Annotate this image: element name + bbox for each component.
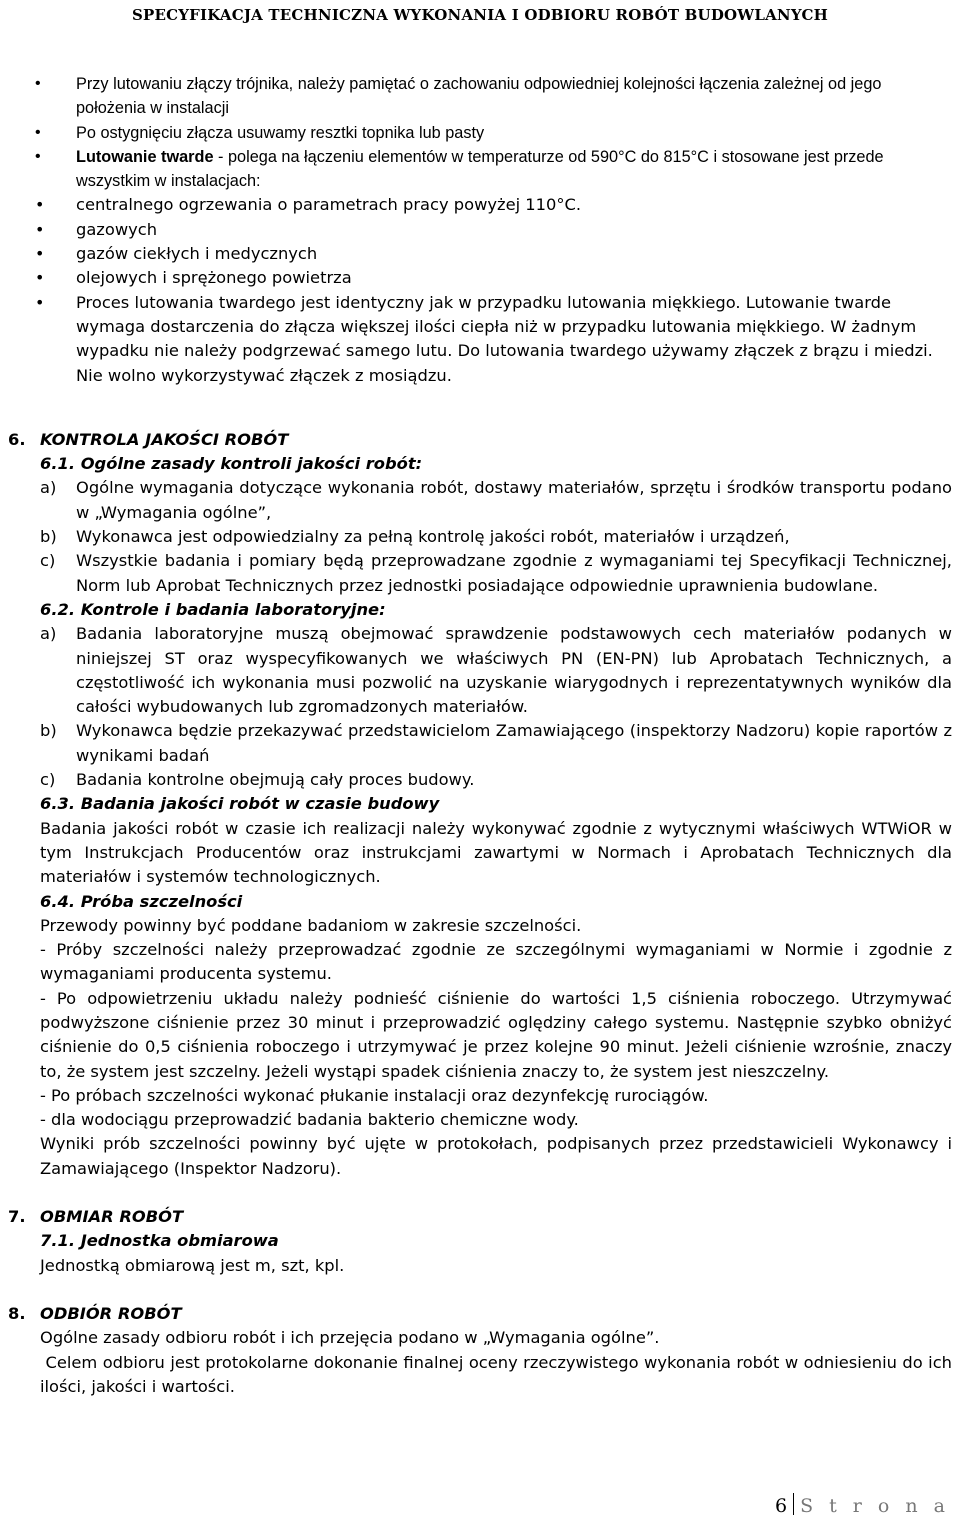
list-item (40, 549, 952, 598)
list-item: • Po ostygnięciu złącza usuwamy resztki topnika lub pasty (40, 121, 952, 145)
item-text: Ogólne wymagania dotyczące wykonania robót, dostawy materiałów, sprzętu i środków transportu podano w „Wymagania ogólne”, (76, 478, 952, 522)
list-item (40, 476, 952, 525)
list-item (40, 145, 952, 194)
list-item: • olejowych i sprężonego powietrza (40, 266, 952, 290)
paragraph: Ogólne zasady odbioru robót i ich przejęcia podano w „Wymagania ogólne”. (40, 1328, 660, 1348)
item-letter: b) (40, 721, 57, 741)
paragraph: Jednostką obmiarową jest m, szt, kpl. (40, 1255, 345, 1275)
subsection-6-2-heading: 6.2. Kontrole i badania laboratoryjne: (40, 599, 386, 619)
list-item (40, 719, 952, 768)
list-item: • Przy lutowaniu złączy trójnika, należy pamiętać o zachowaniu odpowiedniej kolejności łączenia zależnej od jego położenia w instalacji (40, 72, 952, 121)
subsection-6-4-heading: 6.4. Próba szczelności (40, 891, 243, 911)
item-letter: a) (40, 624, 57, 644)
subsection-7-1-heading: 7.1. Jednostka obmiarowa (40, 1231, 279, 1251)
bullet-list (40, 72, 952, 388)
list-item: • gazów ciekłych i medycznych (40, 242, 952, 266)
subsection-6-1-heading: 6.1. Ogólne zasady kontroli jakości robót: (40, 454, 423, 474)
list-item: • gazowych (40, 218, 952, 242)
section-7-heading (8, 1205, 952, 1229)
section-number: 6. (8, 429, 26, 449)
item-letter: a) (40, 478, 57, 498)
item-text: Wykonawca jest odpowiedzialny za pełną kontrolę jakości robót, materiałów i urządzeń, (76, 527, 790, 547)
section-title: OBMIAR ROBÓT (40, 1207, 184, 1227)
paragraph: - Po odpowietrzeniu układu należy podnieść ciśnienie do wartości 1,5 ciśnienia roboczego. Utrzymywać podwyższone ciśnienie przez 30 minut i przeprowadzić oględziny całego systemu. Następnie szybko obniżyć ciśnienie do 0,5 ciśnienia roboczego i utrzymywać je przez kolejne 90 minut. Jeżeli ciśnienie wzrośnie, znaczy to, że system jest szczelny. Jeżeli wystąpi spadek ciśnienia znaczy to, że system jest nieszczelny. (40, 988, 952, 1081)
paragraph: - Po próbach szczelności wykonać płukanie instalacji oraz dezynfekcję rurociągów. (40, 1085, 709, 1105)
page-label: S t r o n a (800, 1495, 950, 1517)
page-footer (775, 1493, 950, 1517)
section-number: 7. (8, 1207, 26, 1227)
paragraph: Badania jakości robót w czasie ich realizacji należy wykonywać zgodnie z wytycznymi właściwych WTWiOR w tym Instrukcjach Producentów oraz instrukcjami zawartymi w Normach i Aprobatach Technicznych dla materiałów i systemów technologicznych. (40, 818, 952, 887)
section-6-heading (8, 428, 952, 452)
item-text: Wykonawca będzie przekazywać przedstawicielom Zamawiającego (inspektorzy Nadzoru) kopie raportów z wynikami badań (76, 721, 952, 765)
item-text: Badania laboratoryjne muszą obejmować sprawdzenie podstawowych cech materiałów podanych w niniejszej ST oraz wyspecyfikowanych we właściwych PN (EN-PN) lub Aprobatach Technicznych, a częstotliwość ich wykonania musi pozwolić na uzyskanie wiarygodnych i reprezentatywnych wyników dla całości wybudowanych lub zgromadzonych materiałów. (76, 624, 952, 717)
section-title: KONTROLA JAKOŚCI ROBÓT (40, 429, 289, 449)
item-text: Wszystkie badania i pomiary będą przeprowadzane zgodnie z wymaganiami tej Specyfikacji Technicznej, Norm lub Aprobat Technicznych przez jednostki posiadające odpowiednie uprawnienia budowlane. (76, 551, 952, 595)
page-number: 6 (774, 1495, 788, 1517)
list-item (40, 768, 952, 792)
bold-term: Lutowanie twarde (76, 147, 214, 166)
list-item (40, 622, 952, 719)
item-text: Badania kontrolne obejmują cały proces budowy. (76, 770, 475, 790)
subsection-6-3-heading: 6.3. Badania jakości robót w czasie budowy (40, 794, 440, 814)
paragraph: - dla wodociągu przeprowadzić badania bakterio chemiczne wody. (40, 1110, 579, 1130)
item-letter: c) (40, 770, 56, 790)
section-8-heading (8, 1302, 952, 1326)
item-letter: c) (40, 551, 56, 571)
footer-divider (793, 1493, 794, 1515)
document-body (8, 72, 958, 1399)
list-item: • centralnego ogrzewania o parametrach pracy powyżej 110°C. (40, 193, 952, 217)
page-header: SPECYFIKACJA TECHNICZNA WYKONANIA I ODBIORU ROBÓT BUDOWLANYCH (131, 6, 829, 24)
list-item (40, 525, 952, 549)
section-title: ODBIÓR ROBÓT (40, 1303, 182, 1323)
section-number: 8. (8, 1303, 26, 1323)
list-item-text: - polega na łączeniu elementów w temperaturze od 590°C do 815°C i stosowane jest przede wszystkim w instalacjach: (76, 147, 884, 191)
list-item: • Proces lutowania twardego jest identyczny jak w przypadku lutowania miękkiego. Lutowanie twarde wymaga dostarczenia do złącza większej ilości ciepła niż w przypadku lutowania miękkiego. W żadnym wypadku nie należy podgrzewać samego lutu. Do lutowania twardego używamy złączek z brązu i miedzi. Nie wolno wykorzystywać złączek z mosiądzu. (40, 291, 952, 388)
paragraph: - Próby szczelności należy przeprowadzać zgodnie ze szczególnymi wymaganiami w Normie i zgodnie z wymaganiami producenta systemu. (40, 940, 952, 984)
paragraph: Celem odbioru jest protokolarne dokonanie finalnej oceny rzeczywistego wykonania robót w odniesieniu do ich ilości, jakości i wartości. (40, 1352, 958, 1396)
paragraph: Wyniki prób szczelności powinny być ujęte w protokołach, podpisanych przez przedstawicieli Wykonawcy i Zamawiającego (Inspektor Nadzoru). (40, 1134, 952, 1178)
item-letter: b) (40, 527, 57, 547)
paragraph: Przewody powinny być poddane badaniom w zakresie szczelności. (40, 915, 582, 935)
